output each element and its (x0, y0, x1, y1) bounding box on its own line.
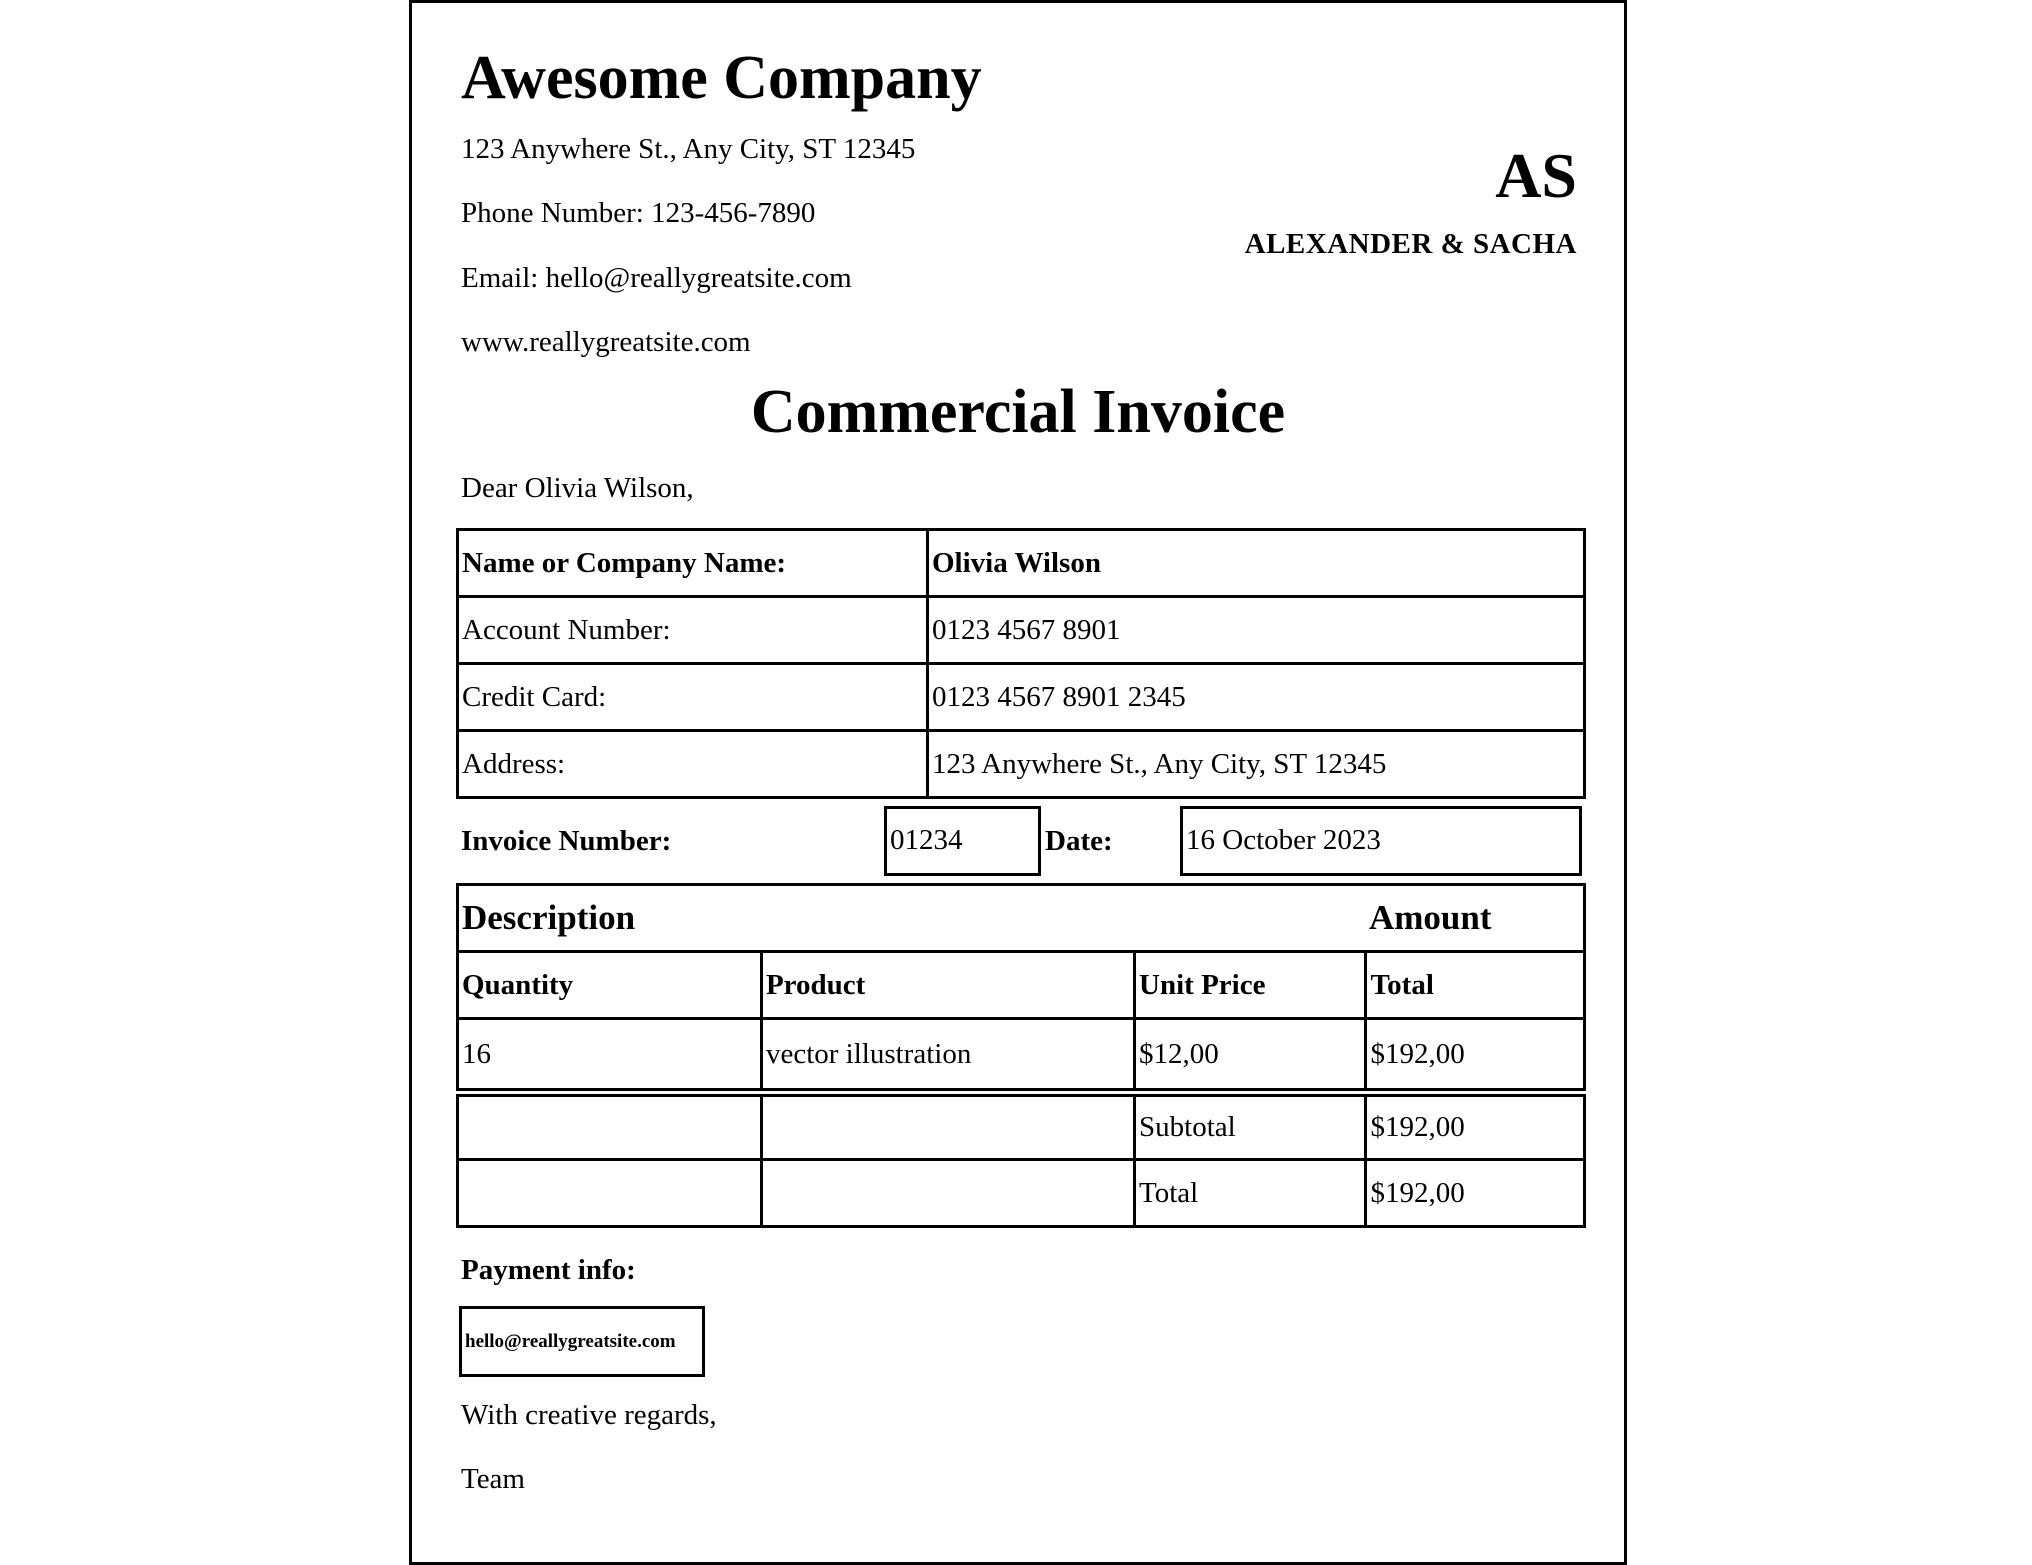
payment-info-box: hello@reallygreatsite.com (459, 1306, 705, 1377)
customer-label: Address: (458, 731, 928, 798)
subtotal-label: Subtotal (1135, 1093, 1366, 1160)
column-header-total: Total (1366, 952, 1585, 1019)
item-total: $192,00 (1366, 1019, 1585, 1093)
table-row (458, 1019, 1585, 1093)
subtotal-value: $192,00 (1366, 1093, 1585, 1160)
company-website: www.reallygreatsite.com (461, 326, 751, 358)
document-title: Commercial Invoice (750, 378, 1286, 446)
column-header-row (458, 952, 1585, 1019)
amount-header: Amount (1366, 885, 1585, 952)
customer-value: 123 Anywhere St., Any City, ST 12345 (928, 731, 1585, 798)
empty-cell (761, 1160, 1134, 1227)
logo-initials: AS (1495, 140, 1577, 211)
invoice-number-label: Invoice Number: (461, 825, 672, 857)
total-row (458, 1160, 1585, 1227)
customer-value: 0123 4567 8901 (928, 597, 1585, 664)
customer-label: Account Number: (458, 597, 928, 664)
customer-label: Name or Company Name: (458, 530, 928, 597)
total-label: Total (1135, 1160, 1366, 1227)
invoice-page (409, 0, 1627, 1565)
customer-table (456, 528, 1586, 799)
greeting: Dear Olivia Wilson, (461, 472, 694, 504)
closing-regards: With creative regards, (461, 1399, 717, 1431)
column-header-product: Product (761, 952, 1134, 1019)
empty-cell (458, 1093, 762, 1160)
item-product: vector illustration (761, 1019, 1134, 1093)
date-label: Date: (1045, 825, 1113, 857)
logo-name: ALEXANDER & SACHA (1244, 228, 1577, 260)
signature: Team (461, 1463, 525, 1495)
table-row (458, 597, 1585, 664)
customer-label: Credit Card: (458, 664, 928, 731)
company-address: 123 Anywhere St., Any City, ST 12345 (461, 133, 916, 165)
column-header-unit-price: Unit Price (1135, 952, 1366, 1019)
empty-cell (458, 1160, 762, 1227)
subtotal-row (458, 1093, 1585, 1160)
items-table (456, 883, 1586, 1228)
description-header: Description (458, 885, 1366, 952)
items-header-row (458, 885, 1585, 952)
item-quantity: 16 (458, 1019, 762, 1093)
column-header-quantity: Quantity (458, 952, 762, 1019)
customer-value: Olivia Wilson (928, 530, 1585, 597)
invoice-number-field: 01234 (884, 806, 1041, 876)
item-unit-price: $12,00 (1135, 1019, 1366, 1093)
customer-value: 0123 4567 8901 2345 (928, 664, 1585, 731)
table-row (458, 664, 1585, 731)
company-name: Awesome Company (461, 44, 982, 112)
date-field: 16 October 2023 (1180, 806, 1582, 876)
payment-info-label: Payment info: (461, 1254, 636, 1286)
empty-cell (761, 1093, 1134, 1160)
table-row (458, 530, 1585, 597)
table-row (458, 731, 1585, 798)
total-value: $192,00 (1366, 1160, 1585, 1227)
company-email: Email: hello@reallygreatsite.com (461, 262, 852, 294)
company-phone: Phone Number: 123-456-7890 (461, 197, 816, 229)
